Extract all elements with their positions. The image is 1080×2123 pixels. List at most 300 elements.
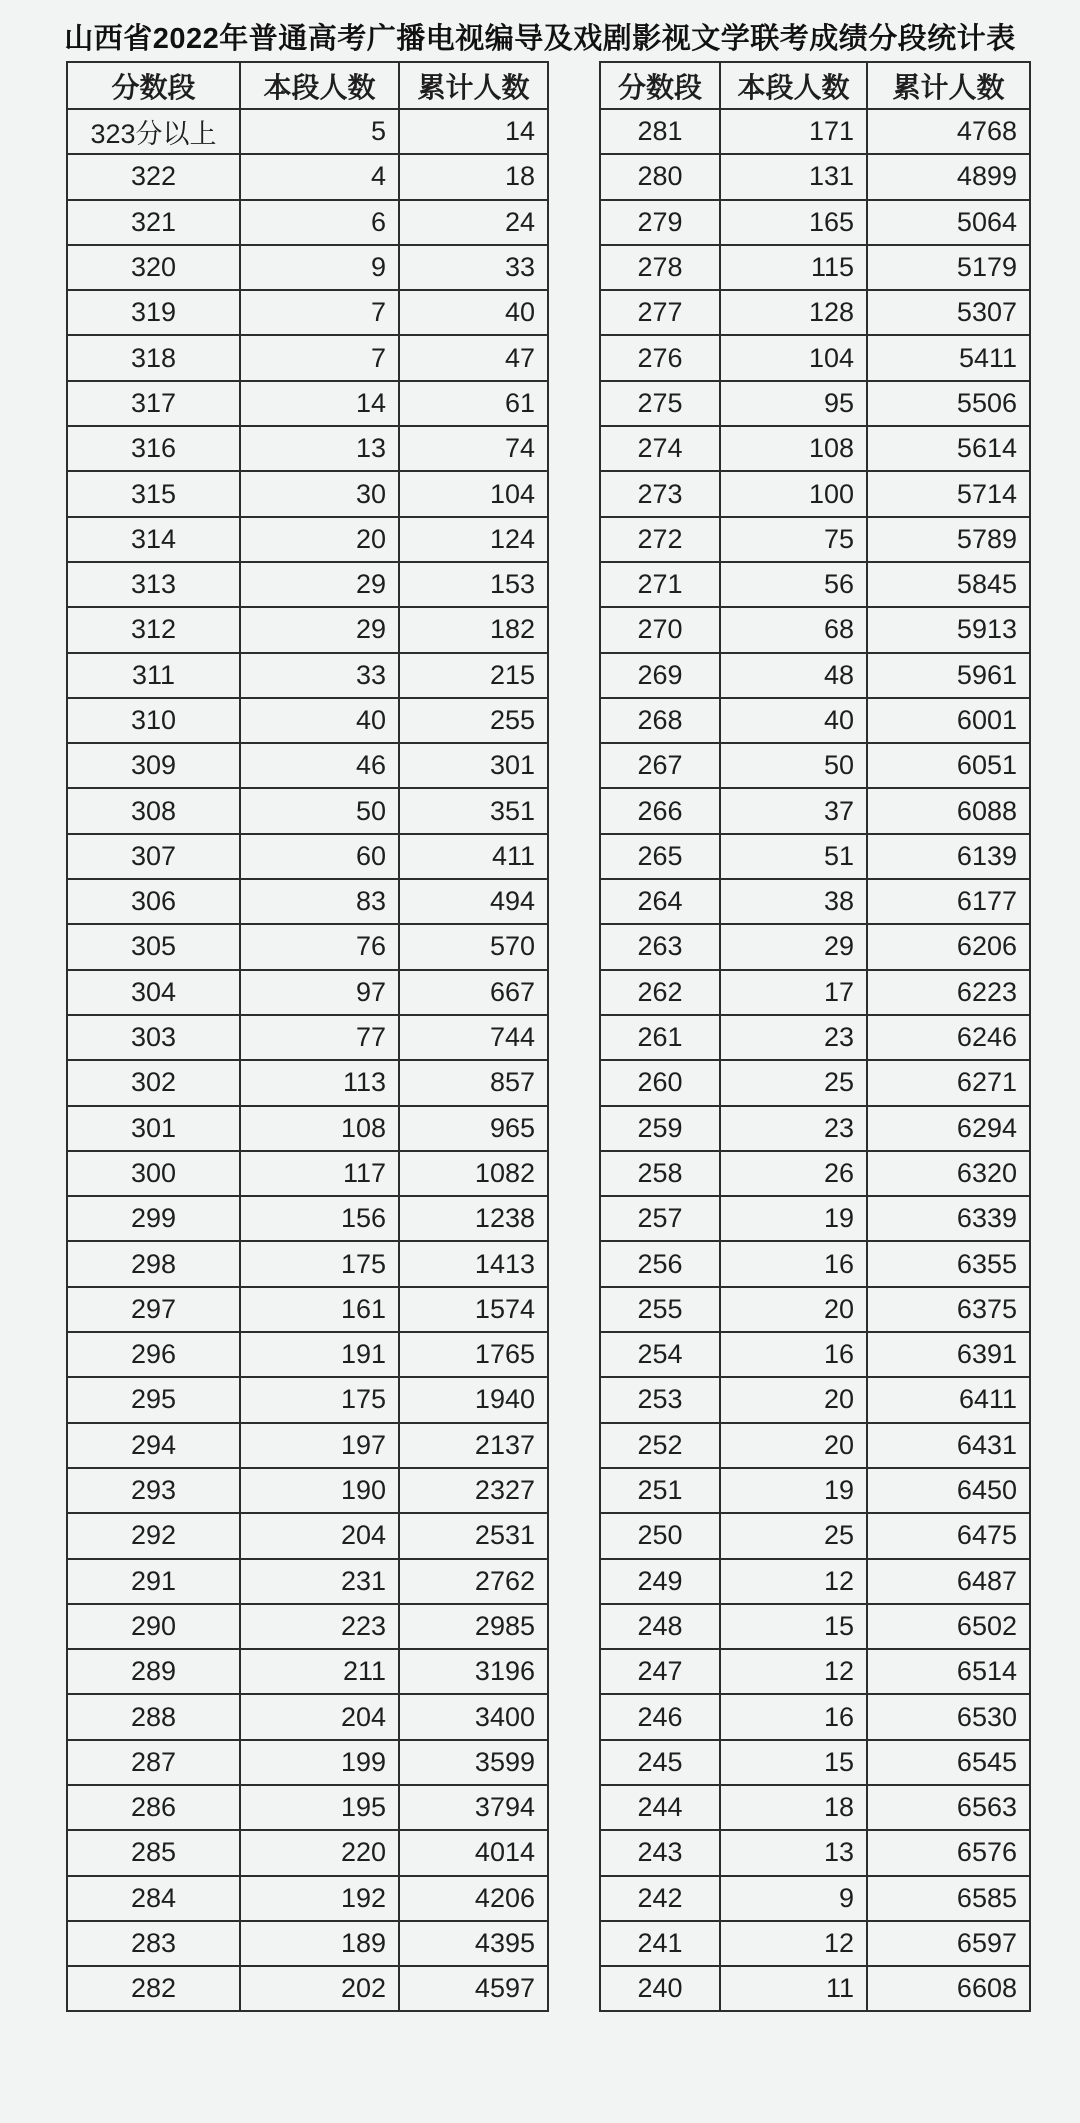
score-range-cell: 278 (600, 245, 720, 290)
score-range-cell: 294 (67, 1423, 240, 1468)
cumulative-count-cell: 6339 (867, 1196, 1030, 1241)
table-row (67, 1241, 548, 1286)
score-range-cell: 297 (67, 1287, 240, 1332)
cumulative-count-cell: 570 (399, 924, 548, 969)
score-range-cell: 295 (67, 1377, 240, 1422)
score-range-cell: 275 (600, 381, 720, 426)
column-header-segment-count: 本段人数 (240, 62, 399, 109)
segment-count-cell: 29 (240, 607, 399, 652)
table-row (600, 154, 1030, 199)
segment-count-cell: 20 (720, 1377, 867, 1422)
score-range-cell: 306 (67, 879, 240, 924)
cumulative-count-cell: 215 (399, 653, 548, 698)
segment-count-cell: 171 (720, 109, 867, 154)
segment-count-cell: 77 (240, 1015, 399, 1060)
segment-count-cell: 20 (720, 1287, 867, 1332)
segment-count-cell: 211 (240, 1649, 399, 1694)
table-row (600, 607, 1030, 652)
score-range-cell: 283 (67, 1921, 240, 1966)
score-range-cell: 240 (600, 1966, 720, 2011)
segment-count-cell: 5 (240, 109, 399, 154)
segment-count-cell: 46 (240, 743, 399, 788)
column-header-cumulative-count: 累计人数 (399, 62, 548, 109)
cumulative-count-cell: 2531 (399, 1513, 548, 1558)
table-row (600, 1966, 1030, 2011)
segment-count-cell: 20 (720, 1423, 867, 1468)
table-row (67, 1966, 548, 2011)
cumulative-count-cell: 6294 (867, 1106, 1030, 1151)
table-row (67, 1785, 548, 1830)
column-header-score-range: 分数段 (67, 62, 240, 109)
table-row (67, 471, 548, 516)
segment-count-cell: 60 (240, 834, 399, 879)
segment-count-cell: 37 (720, 788, 867, 833)
score-range-cell: 296 (67, 1332, 240, 1377)
cumulative-count-cell: 1765 (399, 1332, 548, 1377)
cumulative-count-cell: 5411 (867, 335, 1030, 380)
score-range-cell: 269 (600, 653, 720, 698)
cumulative-count-cell: 2137 (399, 1423, 548, 1468)
table-row (600, 1377, 1030, 1422)
score-range-cell: 270 (600, 607, 720, 652)
segment-count-cell: 7 (240, 290, 399, 335)
segment-count-cell: 38 (720, 879, 867, 924)
score-table-left (66, 61, 549, 2012)
table-row (67, 245, 548, 290)
segment-count-cell: 9 (240, 245, 399, 290)
score-range-cell: 301 (67, 1106, 240, 1151)
score-range-cell: 250 (600, 1513, 720, 1558)
column-header-segment-count: 本段人数 (720, 62, 867, 109)
score-range-cell: 282 (67, 1966, 240, 2011)
cumulative-count-cell: 6223 (867, 970, 1030, 1015)
score-range-cell: 242 (600, 1876, 720, 1921)
segment-count-cell: 108 (720, 426, 867, 471)
segment-count-cell: 23 (720, 1106, 867, 1151)
table-row (600, 924, 1030, 969)
score-range-cell: 276 (600, 335, 720, 380)
score-range-cell: 280 (600, 154, 720, 199)
table-row (67, 1196, 548, 1241)
table-row (67, 698, 548, 743)
cumulative-count-cell: 4768 (867, 109, 1030, 154)
score-range-cell: 258 (600, 1151, 720, 1196)
cumulative-count-cell: 153 (399, 562, 548, 607)
cumulative-count-cell: 6585 (867, 1876, 1030, 1921)
score-range-cell: 268 (600, 698, 720, 743)
segment-count-cell: 16 (720, 1694, 867, 1739)
cumulative-count-cell: 411 (399, 834, 548, 879)
segment-count-cell: 56 (720, 562, 867, 607)
cumulative-count-cell: 6375 (867, 1287, 1030, 1332)
score-range-cell: 255 (600, 1287, 720, 1332)
segment-count-cell: 26 (720, 1151, 867, 1196)
cumulative-count-cell: 301 (399, 743, 548, 788)
table-row (600, 879, 1030, 924)
cumulative-count-cell: 4206 (399, 1876, 548, 1921)
segment-count-cell: 12 (720, 1559, 867, 1604)
table-row (600, 1287, 1030, 1332)
cumulative-count-cell: 1413 (399, 1241, 548, 1286)
segment-count-cell: 19 (720, 1468, 867, 1513)
table-row (600, 1921, 1030, 1966)
segment-count-cell: 13 (720, 1830, 867, 1875)
score-range-cell: 302 (67, 1060, 240, 1105)
score-range-cell: 311 (67, 653, 240, 698)
segment-count-cell: 30 (240, 471, 399, 516)
score-range-cell: 317 (67, 381, 240, 426)
segment-count-cell: 51 (720, 834, 867, 879)
score-range-cell: 291 (67, 1559, 240, 1604)
segment-count-cell: 15 (720, 1604, 867, 1649)
score-range-cell: 243 (600, 1830, 720, 1875)
table-row (600, 1876, 1030, 1921)
cumulative-count-cell: 6597 (867, 1921, 1030, 1966)
cumulative-count-cell: 4899 (867, 154, 1030, 199)
score-range-cell: 312 (67, 607, 240, 652)
score-range-cell: 309 (67, 743, 240, 788)
segment-count-cell: 95 (720, 381, 867, 426)
cumulative-count-cell: 182 (399, 607, 548, 652)
cumulative-count-cell: 104 (399, 471, 548, 516)
cumulative-count-cell: 667 (399, 970, 548, 1015)
segment-count-cell: 104 (720, 335, 867, 380)
score-range-cell: 316 (67, 426, 240, 471)
table-row (600, 1241, 1030, 1286)
table-row (600, 1604, 1030, 1649)
segment-count-cell: 12 (720, 1921, 867, 1966)
cumulative-count-cell: 18 (399, 154, 548, 199)
score-range-cell: 267 (600, 743, 720, 788)
cumulative-count-cell: 6246 (867, 1015, 1030, 1060)
segment-count-cell: 48 (720, 653, 867, 698)
cumulative-count-cell: 6051 (867, 743, 1030, 788)
score-range-cell: 249 (600, 1559, 720, 1604)
segment-count-cell: 29 (720, 924, 867, 969)
score-range-cell: 271 (600, 562, 720, 607)
table-row (600, 517, 1030, 562)
cumulative-count-cell: 3599 (399, 1740, 548, 1785)
cumulative-count-cell: 6206 (867, 924, 1030, 969)
score-range-cell: 245 (600, 1740, 720, 1785)
segment-count-cell: 165 (720, 200, 867, 245)
cumulative-count-cell: 6271 (867, 1060, 1030, 1105)
score-range-cell: 246 (600, 1694, 720, 1739)
segment-count-cell: 223 (240, 1604, 399, 1649)
table-row (600, 698, 1030, 743)
cumulative-count-cell: 6431 (867, 1423, 1030, 1468)
table-row (67, 607, 548, 652)
column-header-cumulative-count: 累计人数 (867, 62, 1030, 109)
score-range-cell: 273 (600, 471, 720, 516)
cumulative-count-cell: 6139 (867, 834, 1030, 879)
table-row (600, 1649, 1030, 1694)
cumulative-count-cell: 494 (399, 879, 548, 924)
cumulative-count-cell: 1082 (399, 1151, 548, 1196)
table-row (600, 1513, 1030, 1558)
segment-count-cell: 25 (720, 1060, 867, 1105)
cumulative-count-cell: 4014 (399, 1830, 548, 1875)
segment-count-cell: 16 (720, 1332, 867, 1377)
score-range-cell: 292 (67, 1513, 240, 1558)
cumulative-count-cell: 6514 (867, 1649, 1030, 1694)
cumulative-count-cell: 5913 (867, 607, 1030, 652)
segment-count-cell: 204 (240, 1694, 399, 1739)
segment-count-cell: 192 (240, 1876, 399, 1921)
cumulative-count-cell: 6177 (867, 879, 1030, 924)
cumulative-count-cell: 5307 (867, 290, 1030, 335)
table-row (67, 1377, 548, 1422)
table-row (600, 1423, 1030, 1468)
table-row (67, 1921, 548, 1966)
segment-count-cell: 23 (720, 1015, 867, 1060)
score-range-cell: 293 (67, 1468, 240, 1513)
segment-count-cell: 76 (240, 924, 399, 969)
score-range-cell: 248 (600, 1604, 720, 1649)
segment-count-cell: 175 (240, 1377, 399, 1422)
cumulative-count-cell: 3196 (399, 1649, 548, 1694)
segment-count-cell: 7 (240, 335, 399, 380)
cumulative-count-cell: 6502 (867, 1604, 1030, 1649)
table-row (600, 290, 1030, 335)
cumulative-count-cell: 1940 (399, 1377, 548, 1422)
segment-count-cell: 83 (240, 879, 399, 924)
table-row (67, 1830, 548, 1875)
segment-count-cell: 199 (240, 1740, 399, 1785)
table-row (67, 879, 548, 924)
cumulative-count-cell: 6320 (867, 1151, 1030, 1196)
table-row (600, 471, 1030, 516)
table-row (600, 245, 1030, 290)
score-range-cell: 263 (600, 924, 720, 969)
cumulative-count-cell: 6450 (867, 1468, 1030, 1513)
cumulative-count-cell: 5845 (867, 562, 1030, 607)
segment-count-cell: 19 (720, 1196, 867, 1241)
cumulative-count-cell: 6545 (867, 1740, 1030, 1785)
table-row (67, 970, 548, 1015)
score-table-right (599, 61, 1031, 2012)
table-row (67, 1423, 548, 1468)
table-row (600, 1830, 1030, 1875)
cumulative-count-cell: 5506 (867, 381, 1030, 426)
score-range-cell: 266 (600, 788, 720, 833)
cumulative-count-cell: 965 (399, 1106, 548, 1151)
table-row (67, 1559, 548, 1604)
segment-count-cell: 33 (240, 653, 399, 698)
table-row (67, 653, 548, 698)
table-row (600, 200, 1030, 245)
table-row (600, 788, 1030, 833)
table-row (67, 834, 548, 879)
segment-count-cell: 156 (240, 1196, 399, 1241)
segment-count-cell: 190 (240, 1468, 399, 1513)
table-row (67, 200, 548, 245)
score-range-cell: 260 (600, 1060, 720, 1105)
table-row (600, 335, 1030, 380)
score-range-cell: 251 (600, 1468, 720, 1513)
segment-count-cell: 40 (720, 698, 867, 743)
table-row (67, 1604, 548, 1649)
score-range-cell: 287 (67, 1740, 240, 1785)
score-range-cell: 277 (600, 290, 720, 335)
table-row (67, 743, 548, 788)
cumulative-count-cell: 5614 (867, 426, 1030, 471)
segment-count-cell: 161 (240, 1287, 399, 1332)
cumulative-count-cell: 47 (399, 335, 548, 380)
table-row (67, 788, 548, 833)
table-row (600, 834, 1030, 879)
table-row (600, 1015, 1030, 1060)
table-row (67, 381, 548, 426)
cumulative-count-cell: 4597 (399, 1966, 548, 2011)
segment-count-cell: 15 (720, 1740, 867, 1785)
cumulative-count-cell: 5714 (867, 471, 1030, 516)
cumulative-count-cell: 744 (399, 1015, 548, 1060)
score-range-cell: 300 (67, 1151, 240, 1196)
cumulative-count-cell: 3400 (399, 1694, 548, 1739)
score-range-cell: 284 (67, 1876, 240, 1921)
score-range-cell: 254 (600, 1332, 720, 1377)
segment-count-cell: 197 (240, 1423, 399, 1468)
table-row (67, 1876, 548, 1921)
table-row (600, 970, 1030, 1015)
score-range-cell: 264 (600, 879, 720, 924)
score-range-cell: 299 (67, 1196, 240, 1241)
score-range-cell: 314 (67, 517, 240, 562)
score-range-cell: 253 (600, 1377, 720, 1422)
cumulative-count-cell: 2762 (399, 1559, 548, 1604)
score-range-cell: 265 (600, 834, 720, 879)
table-row (600, 562, 1030, 607)
segment-count-cell: 100 (720, 471, 867, 516)
table-row (67, 517, 548, 562)
segment-count-cell: 191 (240, 1332, 399, 1377)
score-range-cell: 310 (67, 698, 240, 743)
segment-count-cell: 97 (240, 970, 399, 1015)
score-range-cell: 308 (67, 788, 240, 833)
column-header-score-range: 分数段 (600, 62, 720, 109)
segment-count-cell: 175 (240, 1241, 399, 1286)
table-row (67, 426, 548, 471)
segment-count-cell: 18 (720, 1785, 867, 1830)
segment-count-cell: 131 (720, 154, 867, 199)
cumulative-count-cell: 6088 (867, 788, 1030, 833)
cumulative-count-cell: 24 (399, 200, 548, 245)
cumulative-count-cell: 6608 (867, 1966, 1030, 2011)
score-table-left-body (67, 109, 548, 2011)
score-table-right-body (600, 109, 1030, 2011)
score-range-cell: 286 (67, 1785, 240, 1830)
segment-count-cell: 50 (240, 788, 399, 833)
segment-count-cell: 6 (240, 200, 399, 245)
score-range-cell: 288 (67, 1694, 240, 1739)
table-row (67, 1694, 548, 1739)
score-range-cell: 303 (67, 1015, 240, 1060)
cumulative-count-cell: 5064 (867, 200, 1030, 245)
cumulative-count-cell: 6475 (867, 1513, 1030, 1558)
cumulative-count-cell: 6487 (867, 1559, 1030, 1604)
table-row (600, 1740, 1030, 1785)
score-range-cell: 281 (600, 109, 720, 154)
cumulative-count-cell: 1238 (399, 1196, 548, 1241)
score-range-cell: 261 (600, 1015, 720, 1060)
score-range-cell: 304 (67, 970, 240, 1015)
score-range-cell: 241 (600, 1921, 720, 1966)
table-row (67, 924, 548, 969)
segment-count-cell: 29 (240, 562, 399, 607)
score-range-cell: 274 (600, 426, 720, 471)
cumulative-count-cell: 4395 (399, 1921, 548, 1966)
score-range-cell: 289 (67, 1649, 240, 1694)
score-range-cell: 247 (600, 1649, 720, 1694)
table-row (67, 1740, 548, 1785)
score-range-cell: 320 (67, 245, 240, 290)
score-range-cell: 262 (600, 970, 720, 1015)
score-range-cell: 305 (67, 924, 240, 969)
cumulative-count-cell: 6530 (867, 1694, 1030, 1739)
cumulative-count-cell: 5789 (867, 517, 1030, 562)
cumulative-count-cell: 6355 (867, 1241, 1030, 1286)
table-row (600, 1468, 1030, 1513)
cumulative-count-cell: 5179 (867, 245, 1030, 290)
table-row (600, 1332, 1030, 1377)
score-range-cell: 290 (67, 1604, 240, 1649)
cumulative-count-cell: 1574 (399, 1287, 548, 1332)
table-row (600, 1785, 1030, 1830)
table-row (67, 1332, 548, 1377)
segment-count-cell: 75 (720, 517, 867, 562)
table-row (67, 1151, 548, 1196)
cumulative-count-cell: 6563 (867, 1785, 1030, 1830)
score-range-cell: 315 (67, 471, 240, 516)
table-row (67, 1649, 548, 1694)
page-title: 山西省2022年普通高考广播电视编导及戏剧影视文学联考成绩分段统计表 (64, 23, 1016, 55)
cumulative-count-cell: 40 (399, 290, 548, 335)
cumulative-count-cell: 124 (399, 517, 548, 562)
segment-count-cell: 9 (720, 1876, 867, 1921)
score-range-cell: 322 (67, 154, 240, 199)
score-range-cell: 285 (67, 1830, 240, 1875)
table-row (67, 562, 548, 607)
cumulative-count-cell: 6001 (867, 698, 1030, 743)
segment-count-cell: 20 (240, 517, 399, 562)
segment-count-cell: 68 (720, 607, 867, 652)
table-row (600, 426, 1030, 471)
score-range-cell: 244 (600, 1785, 720, 1830)
score-range-cell: 256 (600, 1241, 720, 1286)
score-range-cell: 323分以上 (67, 109, 240, 154)
score-range-cell: 313 (67, 562, 240, 607)
header-row (67, 62, 548, 109)
score-range-cell: 259 (600, 1106, 720, 1151)
cumulative-count-cell: 2985 (399, 1604, 548, 1649)
cumulative-count-cell: 33 (399, 245, 548, 290)
cumulative-count-cell: 74 (399, 426, 548, 471)
score-range-cell: 257 (600, 1196, 720, 1241)
segment-count-cell: 231 (240, 1559, 399, 1604)
score-range-cell: 318 (67, 335, 240, 380)
score-range-cell: 319 (67, 290, 240, 335)
table-row (600, 1694, 1030, 1739)
segment-count-cell: 220 (240, 1830, 399, 1875)
header-row (600, 62, 1030, 109)
segment-count-cell: 16 (720, 1241, 867, 1286)
segment-count-cell: 113 (240, 1060, 399, 1105)
cumulative-count-cell: 6391 (867, 1332, 1030, 1377)
cumulative-count-cell: 255 (399, 698, 548, 743)
segment-count-cell: 108 (240, 1106, 399, 1151)
segment-count-cell: 14 (240, 381, 399, 426)
